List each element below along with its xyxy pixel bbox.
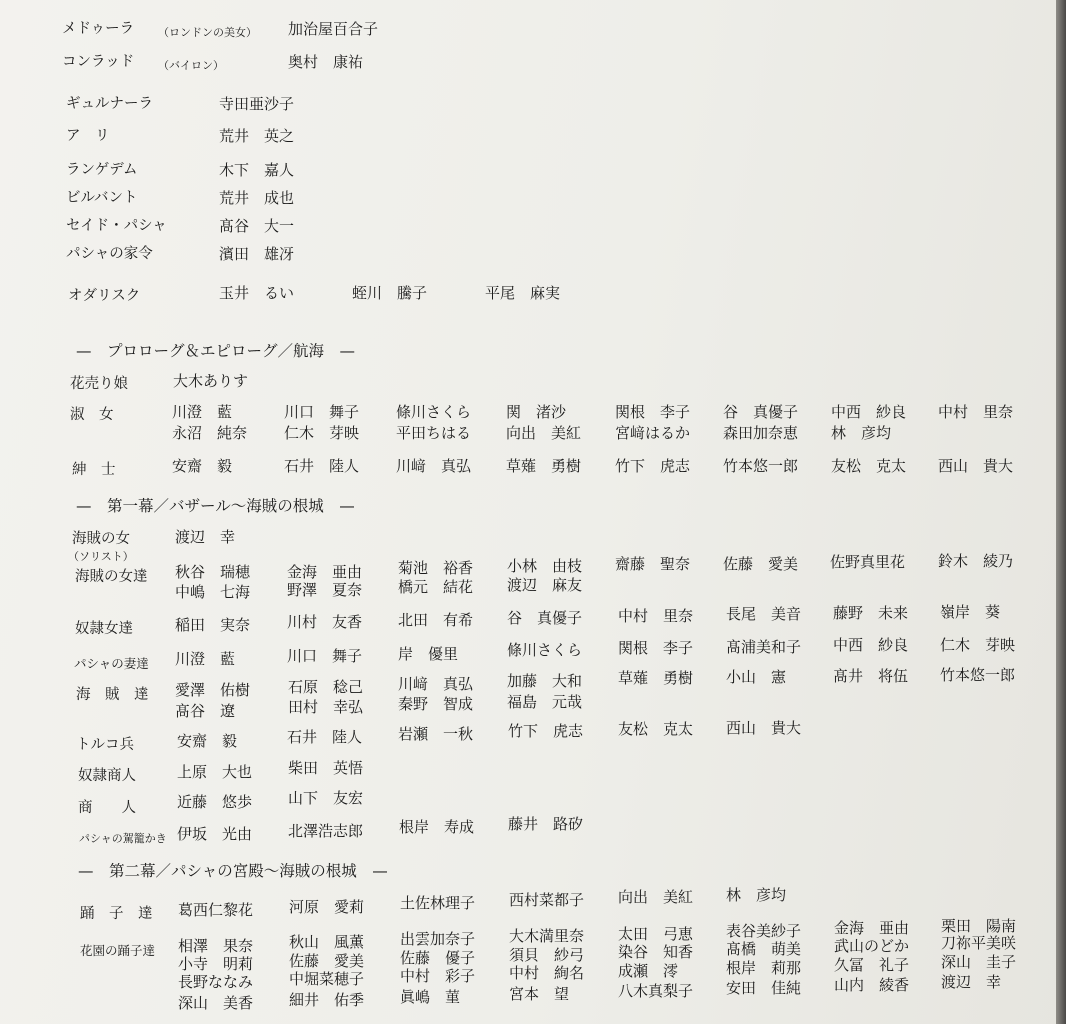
role-label: 商 人: [78, 800, 136, 816]
cast-name: 根岸 寿成: [399, 818, 475, 836]
cast-name: 須貝 紗弓: [509, 946, 585, 964]
role-label: ランゲデム: [66, 162, 138, 178]
cast-name: 友松 克太: [618, 720, 694, 738]
role-label: 海賊の女達: [75, 569, 148, 585]
cast-name: 佐藤 優子: [400, 949, 476, 967]
cast-name: 野澤 夏奈: [287, 581, 363, 599]
cast-name: 田村 幸弘: [288, 698, 364, 716]
cast-name: 友松 克太: [831, 457, 907, 475]
cast-name: 根岸 莉那: [726, 959, 802, 977]
cast-name: 石井 陸人: [284, 457, 360, 475]
cast-name: 小寺 明莉: [178, 955, 254, 973]
cast-name: 竹本悠一郎: [723, 457, 799, 475]
cast-name: 森田加奈恵: [723, 424, 799, 442]
cast-name: 秋山 風薫: [289, 933, 365, 951]
cast-name: 栗田 陽南: [941, 917, 1017, 935]
cast-name: 武山のどか: [834, 937, 910, 955]
cast-name: 伊坂 光由: [177, 825, 253, 843]
cast-name: 岸 優里: [398, 645, 459, 663]
cast-name: 中村 里奈: [618, 607, 694, 625]
cast-name: 川澄 藍: [175, 650, 236, 668]
cast-name: 太田 弓恵: [618, 925, 694, 943]
cast-name: 西村菜都子: [509, 891, 585, 909]
role-label: セイド・パシャ: [66, 218, 167, 234]
cast-name: 髙谷 大一: [219, 217, 295, 235]
cast-name: 刀祢平美咲: [941, 934, 1017, 952]
cast-name: 佐野真里花: [830, 553, 906, 571]
section-heading: — プロローグ＆エピローグ／航海 —: [76, 342, 356, 360]
cast-name: 鈴木 綾乃: [938, 552, 1014, 570]
cast-name: 中堀菜穂子: [289, 970, 365, 988]
cast-name: 髙井 将伍: [833, 667, 909, 685]
cast-name: 石原 稔己: [288, 678, 364, 696]
cast-name: 愛澤 佑樹: [175, 681, 251, 699]
cast-name: 木下 嘉人: [219, 161, 295, 179]
cast-name: 平田ちはる: [396, 424, 472, 442]
cast-name: 石井 陸人: [287, 728, 363, 746]
role-label: 花園の踊子達: [80, 943, 156, 958]
cast-name: 河原 愛莉: [289, 898, 365, 916]
cast-name: 平尾 麻実: [485, 284, 561, 302]
cast-name: 小林 由枝: [507, 557, 583, 575]
cast-name: 中西 紗良: [833, 636, 909, 654]
cast-name: 福島 元哉: [507, 693, 583, 711]
role-label: メドゥーラ: [62, 21, 135, 37]
role-label: コンラッド: [62, 54, 135, 70]
cast-name: 川澄 藍: [172, 403, 233, 421]
role-label: パシャの妻達: [74, 656, 149, 671]
cast-name: 成瀬 澪: [618, 962, 679, 980]
cast-name: 向出 美紅: [618, 888, 694, 906]
role-note: （バイロン）: [158, 59, 224, 72]
cast-name: 眞嶋 菫: [400, 988, 461, 1006]
page-edge-shadow: [1056, 0, 1066, 1024]
cast-name: 髙谷 遼: [175, 702, 236, 720]
cast-name: 佐藤 愛美: [289, 952, 365, 970]
role-label: オダリスク: [68, 288, 141, 304]
cast-name: 岩瀬 一秋: [398, 725, 474, 743]
role-label: ア リ: [66, 128, 110, 144]
cast-name: 谷 真優子: [723, 403, 799, 421]
cast-name: 向出 美紅: [506, 424, 582, 442]
cast-name: 中嶋 七海: [175, 583, 251, 601]
cast-name: 安齋 毅: [177, 732, 238, 750]
cast-name: 宮﨑はるか: [615, 424, 691, 442]
cast-name: 嶺岸 葵: [940, 603, 1001, 621]
cast-name: 竹本悠一郎: [940, 666, 1016, 684]
cast-name: 秦野 智成: [398, 695, 474, 713]
role-label: 花売り娘: [70, 376, 128, 392]
role-label: 紳 士: [72, 462, 116, 478]
cast-name: 林 彦均: [726, 886, 787, 904]
cast-name: 竹下 虎志: [615, 457, 691, 475]
cast-name: 川﨑 真弘: [396, 457, 472, 475]
role-label: 踊 子 達: [80, 906, 153, 922]
cast-name: 金海 亜由: [287, 563, 363, 581]
role-label: 奴隷女達: [75, 621, 133, 637]
cast-name: 仁木 芽映: [284, 424, 360, 442]
cast-name: 山内 綾香: [834, 976, 910, 994]
cast-name: 久冨 礼子: [834, 956, 910, 974]
cast-name: 奥村 康祐: [288, 53, 364, 71]
cast-name: 中西 紗良: [831, 403, 907, 421]
cast-name: 渡辺 幸: [175, 528, 236, 546]
cast-name: 表谷美紗子: [726, 922, 802, 940]
cast-name: 深山 圭子: [941, 953, 1017, 971]
cast-name: 染谷 知香: [618, 943, 694, 961]
cast-name: 川口 舞子: [287, 647, 363, 665]
cast-name: 寺田亜沙子: [219, 95, 295, 113]
cast-name: 関 渚沙: [506, 403, 567, 421]
section-heading: — 第二幕／パシャの宮殿～海賊の根城 —: [78, 862, 388, 880]
cast-name: 中村 里奈: [938, 403, 1014, 421]
cast-name: 金海 亜由: [834, 919, 910, 937]
cast-name: 佐藤 愛美: [723, 555, 799, 573]
cast-name: 上原 大也: [177, 763, 253, 781]
cast-name: 川口 舞子: [284, 403, 360, 421]
cast-name: 齋藤 聖奈: [615, 555, 691, 573]
cast-name: 濱田 雄冴: [219, 245, 295, 263]
cast-name: 土佐林理子: [400, 894, 476, 912]
cast-name: 小山 憲: [726, 668, 787, 686]
role-label: 淑 女: [70, 407, 114, 423]
cast-name: 條川さくら: [507, 641, 583, 659]
cast-name: 髙橋 萌美: [726, 940, 802, 958]
role-label: トルコ兵: [76, 737, 134, 753]
role-label: ビルバント: [66, 190, 138, 206]
cast-name: 谷 真優子: [507, 609, 583, 627]
cast-name: 蛭川 騰子: [352, 284, 428, 302]
role-label: ギュルナーラ: [66, 96, 153, 112]
cast-name: 相澤 果奈: [178, 937, 254, 955]
role-label: 海賊の女: [72, 531, 130, 547]
cast-name: 長尾 美音: [726, 605, 802, 623]
role-label: パシャの駕籠かき: [79, 832, 167, 845]
cast-name: 荒井 英之: [219, 127, 295, 145]
role-note: （ロンドンの美女）: [158, 26, 257, 39]
cast-name: 関根 李子: [618, 639, 694, 657]
role-label: パシャの家令: [66, 246, 153, 262]
cast-name: 條川さくら: [396, 403, 472, 421]
cast-name: 髙浦美和子: [726, 638, 802, 656]
cast-name: 八木真梨子: [618, 982, 694, 1000]
cast-name: 長野ななみ: [178, 973, 254, 991]
cast-name: 西山 貴大: [726, 719, 802, 737]
cast-name: 安齋 毅: [172, 457, 233, 475]
cast-name: 北田 有希: [398, 611, 474, 629]
cast-name: 稲田 実奈: [175, 616, 251, 634]
cast-name: 加藤 大和: [507, 672, 583, 690]
cast-name: 北澤浩志郎: [288, 822, 364, 840]
cast-name: 中村 絢名: [509, 964, 585, 982]
cast-name: 菊池 裕香: [398, 559, 474, 577]
cast-name: 出雲加奈子: [400, 930, 476, 948]
cast-name: 荒井 成也: [219, 189, 295, 207]
section-heading: — 第一幕／バザール～海賊の根城 —: [76, 497, 355, 515]
cast-name: 玉井 るい: [219, 284, 295, 302]
cast-name: 渡辺 麻友: [507, 576, 583, 594]
cast-name: 草薙 勇樹: [506, 457, 582, 475]
cast-name: 深山 美香: [178, 994, 254, 1012]
cast-name: 葛西仁黎花: [178, 901, 254, 919]
cast-name: 渡辺 幸: [941, 973, 1002, 991]
role-note: （ソリスト）: [68, 550, 134, 563]
cast-name: 細井 佑季: [289, 991, 365, 1009]
cast-name: 大木ありす: [173, 372, 249, 390]
cast-name: 竹下 虎志: [508, 722, 584, 740]
cast-name: 草薙 勇樹: [618, 669, 694, 687]
cast-name: 秋谷 瑞穂: [175, 563, 251, 581]
cast-name: 山下 友宏: [288, 789, 364, 807]
cast-name: 大木満里奈: [509, 927, 585, 945]
cast-name: 川村 友香: [287, 613, 363, 631]
cast-name: 関根 李子: [615, 403, 691, 421]
cast-name: 藤野 未来: [833, 604, 909, 622]
role-label: 奴隷商人: [78, 768, 136, 784]
cast-name: 近藤 悠歩: [177, 793, 253, 811]
cast-name: 藤井 路矽: [508, 815, 584, 833]
cast-name: 永沼 純奈: [172, 424, 248, 442]
cast-name: 橋元 結花: [398, 578, 474, 596]
cast-name: 川﨑 真弘: [398, 675, 474, 693]
cast-name: 仁木 芽映: [940, 636, 1016, 654]
cast-name: 林 彦均: [831, 424, 892, 442]
cast-name: 宮本 望: [509, 985, 570, 1003]
cast-name: 西山 貴大: [938, 457, 1014, 475]
cast-name: 安田 佳純: [726, 979, 802, 997]
cast-name: 柴田 英悟: [288, 759, 364, 777]
role-label: 海 賊 達: [76, 687, 149, 703]
cast-name: 中村 彩子: [400, 967, 476, 985]
cast-name: 加治屋百合子: [288, 20, 379, 38]
